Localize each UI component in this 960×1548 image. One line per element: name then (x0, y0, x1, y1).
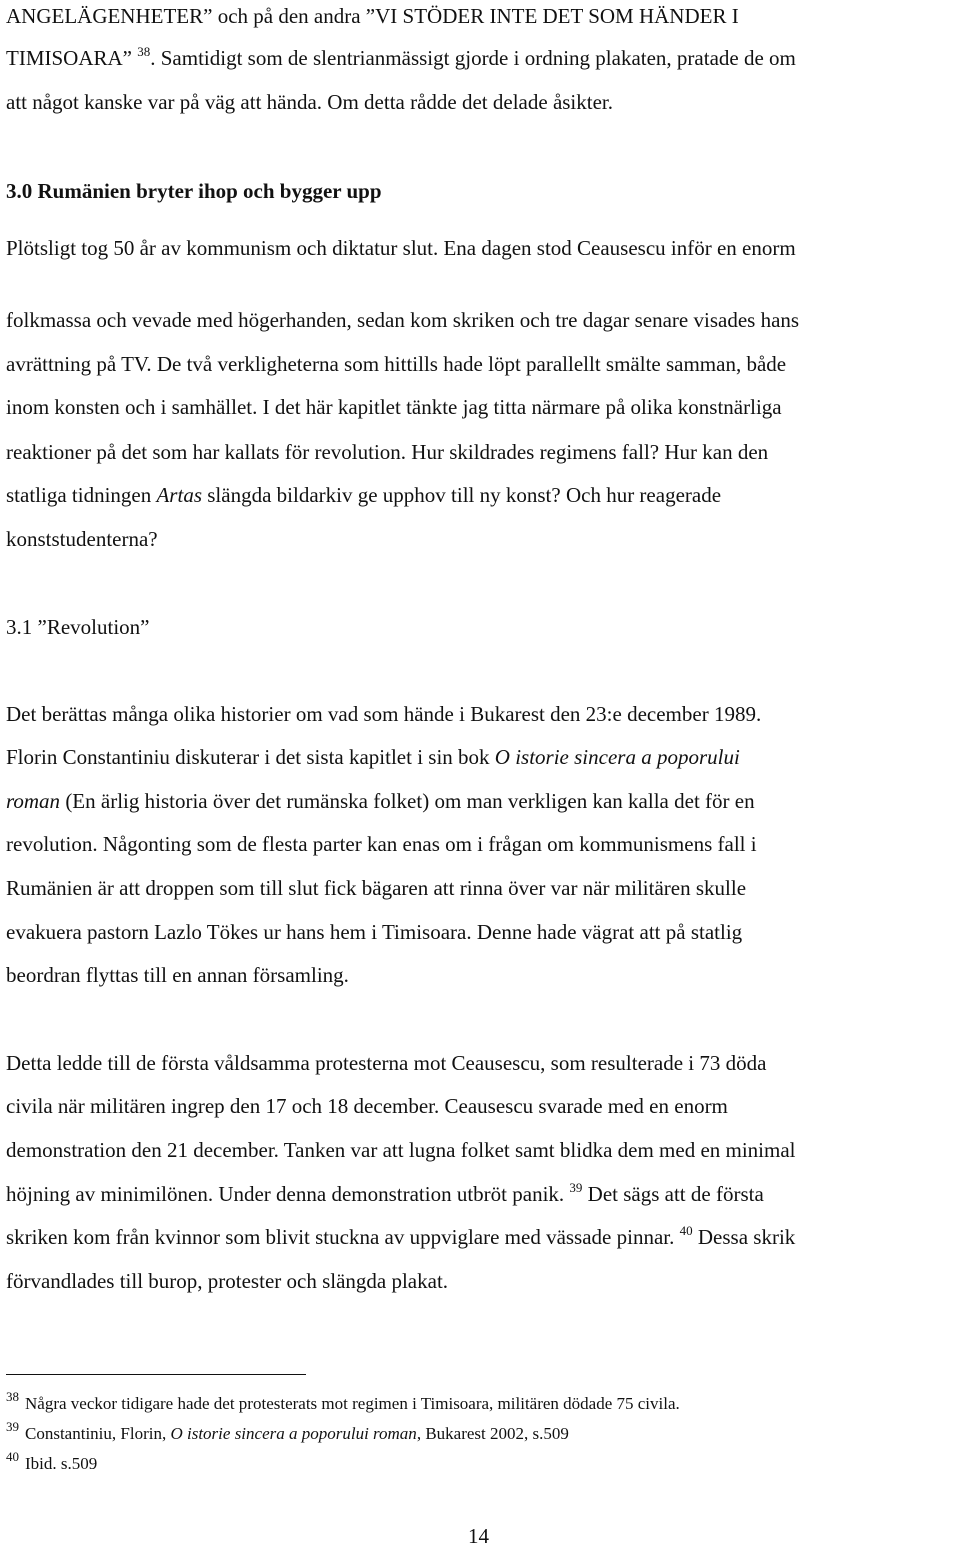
text-line (6, 745, 740, 769)
text-line (6, 236, 796, 260)
italic-title: O istorie sincera a poporului (494, 745, 740, 769)
line-text: Plötsligt tog 50 år av kommunism och diktatur slut. Ena dagen stod Ceausescu inför en enorm (6, 236, 796, 260)
text-line (6, 308, 799, 332)
line-text: civila när militären ingrep den 17 och 18 december. Ceausescu svarade med en enorm (6, 1094, 728, 1118)
footnote-39 (6, 1419, 569, 1444)
line-text: slängda bildarkiv ge upphov till ny konst? Och hur reagerade (202, 483, 722, 507)
line-text: ANGELÄGENHETER” och på den andra ”VI STÖDER INTE DET SOM HÄNDER I (6, 4, 739, 28)
line-text: beordran flyttas till en annan församling. (6, 963, 349, 987)
footnote-ref-40[interactable]: 40 (679, 1223, 693, 1238)
italic-title: O istorie sincera a poporului roman (170, 1424, 417, 1443)
line-text: (En ärlig historia över det rumänska folket) om man verkligen kan kalla det för en (60, 789, 755, 813)
italic-title: Artas (156, 483, 202, 507)
footnote-ref-38[interactable]: 38 (137, 44, 151, 59)
footnote-text: Constantiniu, Florin, (25, 1424, 171, 1443)
footnote-text: , Bukarest 2002, s.509 (416, 1424, 569, 1443)
line-text: Det sägs att de första (582, 1182, 764, 1206)
line-text: Det berättas många olika historier om vad som hände i Bukarest den 23:e december 1989. (6, 702, 762, 726)
subsection-heading: 3.1 ”Revolution” (6, 615, 150, 639)
text-line (6, 483, 721, 507)
line-text: inom konsten och i samhället. I det här kapitlet tänkte jag titta närmare på olika konstnärliga (6, 395, 782, 419)
text-line (6, 1182, 764, 1206)
line-text: Dessa skrik (692, 1225, 796, 1249)
page-number: 14 (468, 1524, 489, 1548)
footnote-number: 38 (6, 1389, 19, 1404)
text-line (6, 440, 768, 464)
footnote-38 (6, 1389, 680, 1414)
line-text: statliga tidningen (6, 483, 157, 507)
line-text: folkmassa och vevade med högerhanden, sedan kom skriken och tre dagar senare visades hans (6, 308, 800, 332)
text-line (6, 1051, 766, 1075)
section-heading: 3.0 Rumänien bryter ihop och bygger upp (6, 179, 382, 203)
line-text: skriken kom från kvinnor som blivit stuckna av uppviglare med vässade pinnar. (6, 1225, 675, 1249)
line-text: demonstration den 21 december. Tanken var att lugna folket samt blidka dem med en minimal (6, 1138, 796, 1162)
text-line (6, 1094, 728, 1118)
line-text: Florin Constantiniu diskuterar i det sista kapitlet i sin bok (6, 745, 495, 769)
footnote-text: Ibid. s.509 (25, 1454, 98, 1473)
line-text: konststudenterna? (6, 527, 158, 551)
text-line (6, 90, 613, 114)
line-text: reaktioner på det som har kallats för revolution. Hur skildrades regimens fall? Hur kan den (6, 440, 769, 464)
text-line (6, 395, 782, 419)
text-line (6, 527, 158, 551)
footnote-number: 40 (6, 1449, 19, 1464)
text-line (6, 46, 796, 70)
footnote-divider (6, 1374, 306, 1375)
footnote-ref-39[interactable]: 39 (569, 1180, 583, 1195)
line-text: förvandlades till burop, protester och slängda plakat. (6, 1269, 449, 1293)
text-line (6, 789, 755, 813)
line-text: Rumänien är att droppen som till slut fick bägaren att rinna över var när militären skulle (6, 876, 747, 900)
text-line (6, 702, 761, 726)
line-text: avrättning på TV. De två verkligheterna som hittills hade löpt parallellt smälte samman, både (6, 352, 787, 376)
footnote-text: Några veckor tidigare hade det protesterats mot regimen i Timisoara, militären dödade 75 civila. (25, 1394, 680, 1413)
footnote-40 (6, 1449, 98, 1474)
text-line (6, 832, 757, 856)
line-text: . Samtidigt som de slentrianmässigt gjorde i ordning plakaten, pratade de om (150, 46, 796, 70)
text-line (6, 1138, 796, 1162)
text-line (6, 1269, 448, 1293)
line-text: evakuera pastorn Lazlo Tökes ur hans hem i Timisoara. Denne hade vägrat att på statlig (6, 920, 743, 944)
text-line (6, 920, 742, 944)
line-text: höjning av minimilönen. Under denna demonstration utbröt panik. (6, 1182, 565, 1206)
italic-title: roman (6, 789, 61, 813)
footnote-number: 39 (6, 1419, 19, 1434)
line-text: Detta ledde till de första våldsamma protesterna mot Ceausescu, som resulterade i 73 döda (6, 1051, 767, 1075)
text-line (6, 876, 746, 900)
text-line (6, 1225, 795, 1249)
text-line (6, 4, 739, 28)
text-line (6, 963, 349, 987)
line-text: att något kanske var på väg att hända. Om detta rådde det delade åsikter. (6, 90, 614, 114)
line-text: TIMISOARA” (6, 46, 132, 70)
text-line (6, 352, 786, 376)
line-text: revolution. Någonting som de flesta parter kan enas om i frågan om kommunismens fall i (6, 832, 757, 856)
